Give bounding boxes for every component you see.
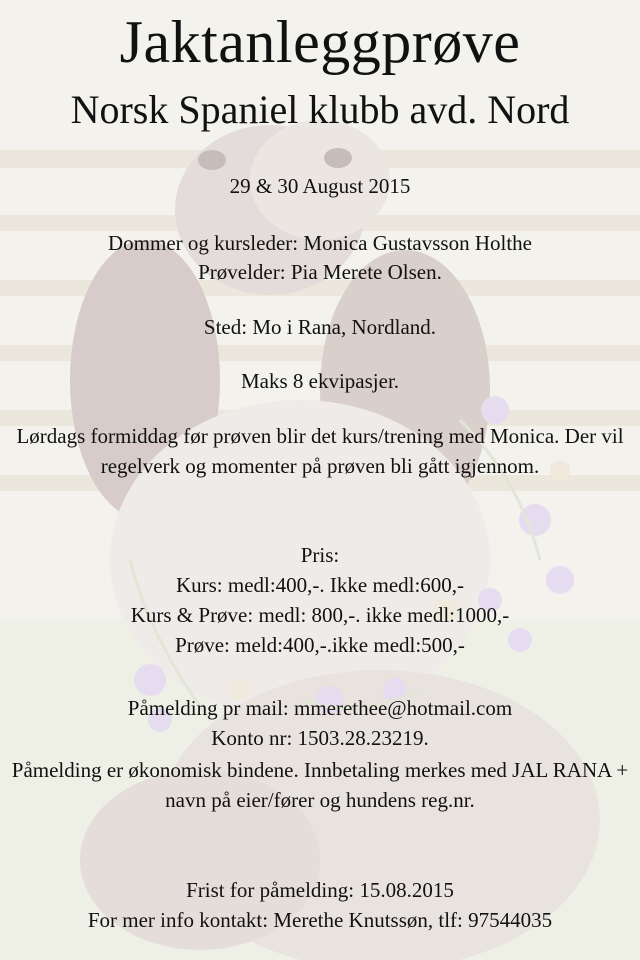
- price-heading: Pris:: [300, 543, 340, 567]
- club-subtitle: Norsk Spaniel klubb avd. Nord: [70, 87, 570, 132]
- trial-leader-line: Prøvelder: Pia Merete Olsen.: [198, 260, 442, 284]
- event-dates: 29 & 30 August 2015: [229, 174, 411, 198]
- judge-line: Dommer og kursleder: Monica Gustavsson Holthe: [107, 231, 532, 255]
- registration-deadline: Frist for påmelding: 15.08.2015: [186, 878, 454, 902]
- registration-email: Påmelding pr mail: mmerethee@hotmail.com: [127, 696, 513, 720]
- price-course-and-trial: Kurs & Prøve: medl: 800,-. ikke medl:1000,-: [130, 603, 510, 627]
- location-line: Sted: Mo i Rana, Nordland.: [203, 315, 437, 339]
- price-course: Kurs: medl:400,-. Ikke medl:600,-: [175, 573, 465, 597]
- max-teams-line: Maks 8 ekvipasjer.: [240, 369, 400, 393]
- course-info-paragraph: Lørdags formiddag før prøven blir det kurs/trening med Monica. Der vil regelverk og momenter på prøven bli gått igjennom.: [16, 424, 624, 478]
- binding-note: Påmelding er økonomisk bindene. Innbetaling merkes med JAL RANA + navn på eier/fører og hundens reg.nr.: [11, 758, 629, 812]
- account-number: Konto nr: 1503.28.23219.: [211, 726, 429, 750]
- contact-info: For mer info kontakt: Merethe Knutssøn, tlf: 97544035: [87, 908, 553, 932]
- page-title: Jaktanleggprøve: [119, 9, 521, 75]
- price-trial: Prøve: meld:400,-.ikke medl:500,-: [175, 633, 465, 657]
